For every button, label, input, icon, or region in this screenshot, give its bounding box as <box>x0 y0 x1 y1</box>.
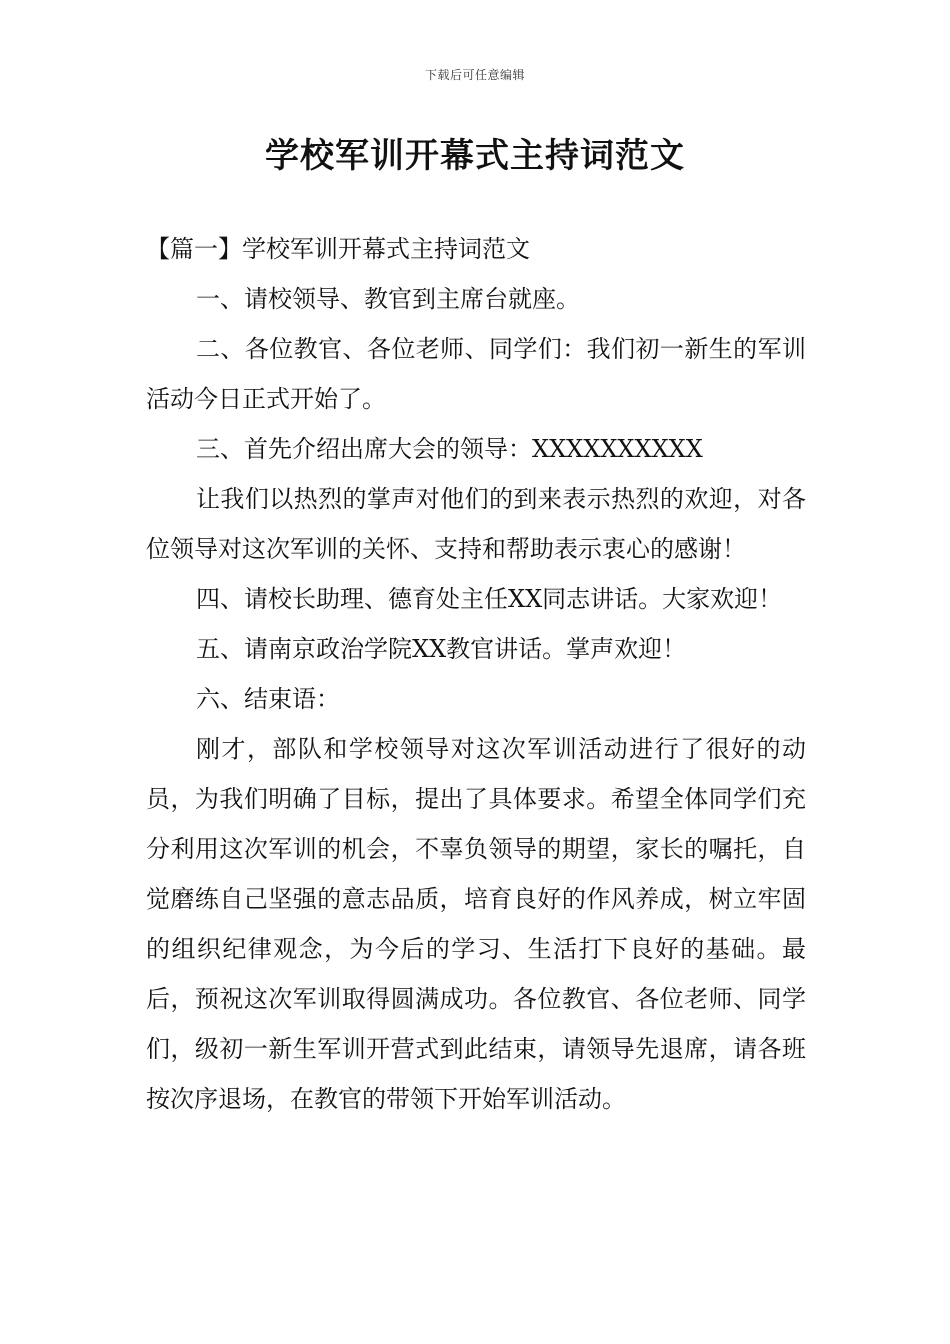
paragraph-1: 一、请校领导、教官到主席台就座。 <box>196 285 580 313</box>
paragraph-7: 六、结束语： <box>196 685 340 713</box>
paragraph-4: 让我们以热烈的掌声对他们的到来表示热烈的欢迎，对各位领导对这次军训的关怀、支持和帮助表示衷心的感谢！ <box>146 485 806 563</box>
paragraph-6: 五、请南京政治学院XX教官讲话。掌声欢迎！ <box>196 635 687 663</box>
document-body <box>146 224 806 1124</box>
header-note: 下载后可任意编辑 <box>424 68 525 82</box>
paragraph-5: 四、请校长助理、德育处主任XX同志讲话。大家欢迎！ <box>196 585 783 613</box>
paragraph-2: 二、各位教官、各位老师、同学们：我们初一新生的军训活动今日正式开始了。 <box>146 335 806 413</box>
paragraph-3: 三、首先介绍出席大会的领导：XXXXXXXXXX <box>196 435 703 463</box>
document-title: 学校军训开幕式主持词范文 <box>265 136 685 176</box>
paragraph-8: 刚才，部队和学校领导对这次军训活动进行了很好的动员，为我们明确了目标，提出了具体要求。希望全体同学们充分利用这次军训的机会，不辜负领导的期望，家长的嘱托，自觉磨练自己坚强的意志品质，培育良好的作风养成，树立牢固的组织纪律观念，为今后的学习、生活打下良好的基础。最后，预祝这次军训取得圆满成功。各位教官、各位老师、同学们，级初一新生军训开营式到此结束，请领导先退席，请各班按次序退场，在教官的带领下开始军训活动。 <box>146 735 806 1113</box>
section-heading: 【篇一】学校军训开幕式主持词范文 <box>146 235 530 263</box>
